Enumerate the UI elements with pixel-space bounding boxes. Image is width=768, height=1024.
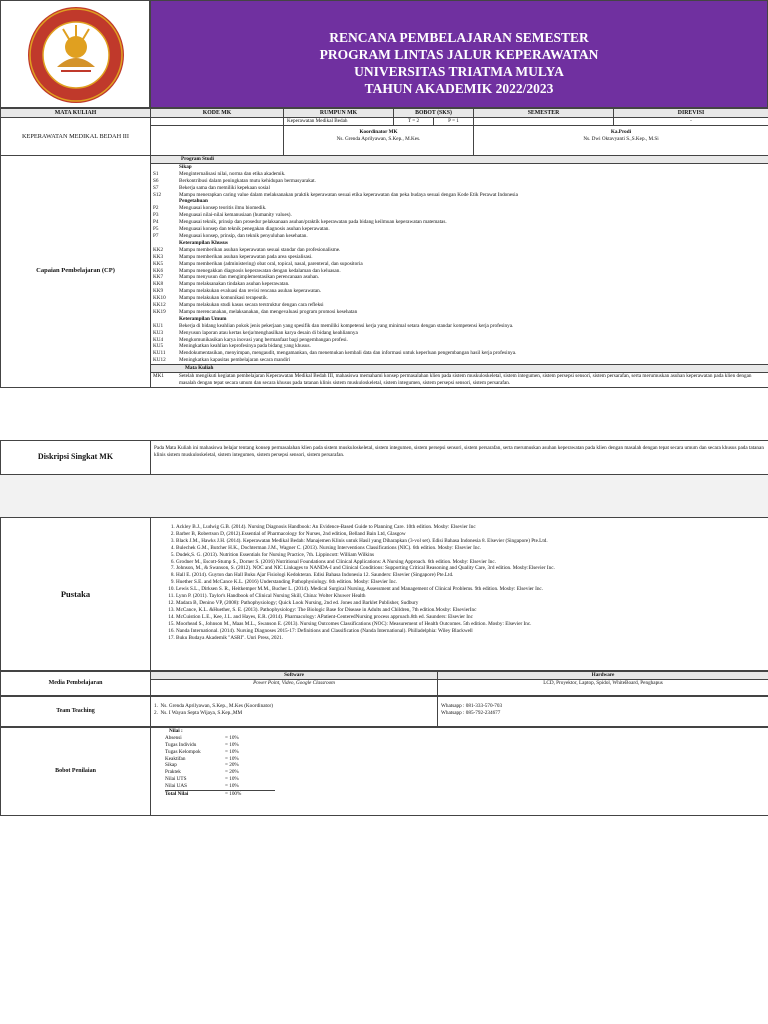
cp-item-text: Mampu melakukan komunikasi terapeutik. <box>179 295 269 302</box>
pustaka-item: 17. Buku Budaya Akademik "ASRI". Unri Press, 2021. <box>176 635 765 642</box>
koordinator-label: Koordinator MK <box>359 129 398 135</box>
cp-section-title: Keterampilan Umum <box>179 315 227 322</box>
university-logo <box>1 1 151 109</box>
pustaka-item: 6. Grodner M., Escott-Stump S., Dorner S. (2016) Nutritional Foundations and Clinical Applications: A Nursing Approach. 6th edition. Mosby: Elsevier Inc. <box>176 559 765 566</box>
cp-item-text: Menginternalisasi nilai, norma dan etika akademik. <box>179 170 286 177</box>
bobot-row <box>165 749 275 756</box>
cp-item-text: Mampu memberikan asuhan keperawatan pada area spesialisasi. <box>179 253 313 260</box>
pustaka-item: 7. Johnson, M., & Swanson, S. (2012). NOC and NIC Linkages to NANDA-I and Clinical Conditions: Supporting Critical Reasoning and Quality Care, 3rd edition. Mosby:Elsevier Inc. <box>176 565 765 572</box>
cp-item-row <box>151 323 768 330</box>
pustaka-item: 16. Nanda International. (2014). Nursing Diagnoses 2015-17: Definitions and Classification (Nanda International). Philladelphia: Wiley Blackwell <box>176 628 765 635</box>
cp-item-text: Meningkatkan keahlian keprofesinya pada bidang yang khusus. <box>179 343 311 350</box>
team-phone-1: Whatsapp : 081-333-570-703 <box>441 702 503 709</box>
cp-item-text: Menguasai konsep dan teknik penegakan diagnosis asuhan keperawatan. <box>179 226 330 233</box>
cp-item-row <box>151 185 768 192</box>
koordinator-name: Ns. Grenda Aprilyawan, S.Kep., M.Kes. <box>336 135 421 142</box>
bobot-percentage: = 10% <box>225 734 239 741</box>
cp-item-row <box>151 357 768 364</box>
cp-item-row <box>151 281 768 288</box>
cp-section-title: Pengetahuan <box>179 198 208 205</box>
hdr-semester: SEMESTER <box>474 109 614 118</box>
cp-item-code: P5 <box>153 226 159 233</box>
deskripsi-table <box>0 440 768 475</box>
cp-item-code: P2 <box>153 205 159 212</box>
pustaka-item: 11. Lynn P. (2011). Taylor's Handbook of Clinical Nursing Skill, China: Wolter Khuwer Health <box>176 593 765 600</box>
bobot-row <box>165 742 275 749</box>
rps-page-1 <box>0 0 768 475</box>
bobot-table <box>0 727 768 816</box>
blank-cell <box>151 126 284 156</box>
pustaka-item: 12. Madara B, Denino VP, (2008): Pathophysiology; Quick Look Nursing, 2nd ed. Jones and Barklet Publisher, Sudbury <box>176 600 765 607</box>
cp-section-spacer <box>151 316 177 323</box>
header-line-1: RENCANA PEMBELAJARAN SEMESTER <box>329 30 589 45</box>
cp-section-spacer <box>151 240 177 247</box>
bobot-row <box>165 735 275 742</box>
team-member-1: 1. Ns. Grenda Aprilyawan, S.Kep., M.Kes (Koordinator) <box>154 702 274 709</box>
bobot-title: Nilai : <box>169 727 183 734</box>
team-member-2: 2. Ns. I Wayan Septa Wijaya, S.Kep.,MM <box>154 709 243 716</box>
hdr-rumpun-mk: RUMPUN MK <box>284 109 394 118</box>
bobot-label: Bobot Penilaian <box>1 727 151 815</box>
bobot-t: T = 2 <box>394 118 434 126</box>
bobot-percentage: = 20% <box>225 769 239 776</box>
bobot-p: P = 1 <box>434 118 474 126</box>
cp-item-text: Mampu melakukan evaluasi dan revisi rencana asuhan keperawatan. <box>179 288 322 295</box>
cp-item-text: Bekerja sama dan memiliki kepekaan sosial <box>179 184 270 191</box>
program-studi-label: Program Studi <box>151 156 768 164</box>
cp-item-row <box>151 268 768 275</box>
cp-item-code: KK19 <box>153 308 166 315</box>
cp-item-code: S6 <box>153 177 159 184</box>
bobot-component: Tugas Kelompok <box>165 748 201 755</box>
software-label: Software <box>151 672 438 680</box>
cp-item-text: Meningkatkan kapasitas pembelajaran secara mandiri <box>179 357 291 364</box>
pustaka-table <box>0 517 768 671</box>
cp-item-text: Mampu memberikan (administering) obat oral, topical, nasal, parenteral, dan supositoria <box>179 260 363 267</box>
kaprodi-name: Ns. Dwi Oktavyanti S.,S.Kep., M.Si <box>583 135 659 142</box>
bobot-component: Nilai UTS <box>165 776 187 783</box>
hdr-mata-kuliah: MATA KULIAH <box>1 109 151 118</box>
hardware-label: Hardware <box>438 672 768 680</box>
cp-item-text: Mampu melaksanakan tindakan asuhan keperawatan. <box>179 281 290 288</box>
header-line-3: UNIVERSITAS TRIATMA MULYA <box>354 64 564 79</box>
cp-item-text: Mampu memberikan asuhan keperawatan sesuai standar dan profesionalisme. <box>179 246 341 253</box>
hdr-direvisi: DIREVISI <box>614 109 768 118</box>
bobot-component: Tugas Individu <box>165 741 197 748</box>
page-gap <box>0 475 768 517</box>
cp-item-row <box>151 288 768 295</box>
cp-section-title-row <box>151 164 768 171</box>
bobot-component: Absensi <box>165 734 182 741</box>
rumpun-value: Keperawatan Medikal Bedah <box>284 118 394 126</box>
cp-item-row <box>151 261 768 268</box>
pustaka-label: Pustaka <box>1 518 151 671</box>
cp-item-text: Mendokumentasikan, menyimpan, mengaudit, mengamankan, dan menemukan kembali data dan informasi untuk keperluan pengembangan hasil kerja profesinya. <box>179 350 517 357</box>
kode-mk-value <box>151 118 284 126</box>
bobot-percentage: = 10% <box>225 783 239 790</box>
mk1-code: MK1 <box>153 373 164 380</box>
bobot-percentage: = 20% <box>225 762 239 769</box>
bobot-row <box>165 783 275 790</box>
hdr-kode-mk: KODE MK <box>151 109 284 118</box>
cp-section-title-row <box>151 316 768 323</box>
pustaka-item: 15. Moorhead S., Johnson M., Maas M.L., Swanson E. (2013). Nursing Outcomes Classifications (NOC): Measurement of Health Outcomes. 5th edition. Mosby: Elsevier Inc. <box>176 621 765 628</box>
cp-item-row <box>151 302 768 309</box>
bobot-row <box>165 769 275 776</box>
cp-item-row <box>151 247 768 254</box>
cp-item-text: Mampu menyusun dan mengimplementasikan perencanaan asuhan. <box>179 274 320 281</box>
cp-section-title-row <box>151 240 768 247</box>
pustaka-item: 14. McCuistion L.E., Kee, J.L. and Hayes, E.R. (2014). Pharmacology: APatient-CenteredNursing process approach.8th ed. Saunders: Elsevier Inc <box>176 614 765 621</box>
pustaka-item: 1. Ackley B.J., Ludwig G.B. (2014). Nursing Diagnosis Handbook: An Evidence-Based Guide to Planning Care. 10th edition. Mosby: Elsevier Inc <box>176 524 765 531</box>
team-phone-2: Whatsapp : 085-792-234677 <box>441 709 501 716</box>
cp-item-row <box>151 212 768 219</box>
logo-cell <box>0 0 150 108</box>
cp-item-row <box>151 171 768 178</box>
media-label: Media Pembelajaran <box>1 672 151 696</box>
deskripsi-label: Diskripsi Singkat MK <box>1 441 151 475</box>
header-banner <box>150 0 768 108</box>
pustaka-item: 10. Lewis S.L., Dirksen S. R., Heitkemper M.M., Bucher L. (2014). Medical Surgical Nursing, Assessment and Management of Clinical Problems. 9th edition. Mosby: Elsevier Inc. <box>176 586 765 593</box>
rps-page-2 <box>0 517 768 837</box>
cp-section-title: Sikap <box>179 163 192 170</box>
cp-item-row <box>151 178 768 185</box>
cp-section-title: Keterampilan Khusus <box>179 239 228 246</box>
cp-item-code: KU3 <box>153 329 164 336</box>
cp-item-text: Mampu melakukan studi kasus secara terstruktur dengan cara refleksi <box>179 302 324 309</box>
cp-item-text: Mengkomunikasikan karya inovasi yang bermanfaat bagi pengembangan profesi. <box>179 336 348 343</box>
cp-item-code: KK7 <box>153 274 164 281</box>
bobot-component: Praktek <box>165 769 181 776</box>
cp-label: Capaian Pembelajaran (CP) <box>1 156 151 388</box>
bobot-percentage: = 10% <box>225 748 239 755</box>
bobot-row <box>165 756 275 763</box>
media-table <box>0 671 768 696</box>
cp-item-row <box>151 226 768 233</box>
cp-item-row <box>151 309 768 316</box>
cp-item-code: P3 <box>153 212 159 219</box>
cp-item-text: Mampu menerapkan caring value dalam melaksanakan praktik keperawatan sesuai etika keperawatan dan peka budaya sesuai dengan Kode Etik Perawat Indonesia <box>179 191 518 198</box>
cp-item-code: S12 <box>153 191 162 198</box>
cp-item-text: Menguasai konsep teoritis ilmu biomedik. <box>179 205 267 212</box>
pustaka-item: 13. McCance, K.L. &Huether, S. E. (2013). Pathophysiology: The Biologic Base for Disease in Adults and Children, 7th edition.Mosby: ElsevierInc <box>176 607 765 614</box>
mk1-text: Setelah mengikuti kegiatan pembelajaran Keperawatan Medikal Bedah III, mahasiswa memahami konsep permasalahan klien pada sistem muskuloskeletal, sistem integumen, sistem persepsi sensori, sistem persarafan, serta merumuskan asuhan keperawatan pada klien dengan masalah dengan tepat secara umum dan secara khusus pada tatanan klinis sistem muskuloskeletal, sistem integumen, sistem persepsi sensori, sistem persarafan. <box>179 373 752 386</box>
semester-value <box>474 118 614 126</box>
team-table <box>0 696 768 727</box>
pustaka-item: 5. Dudek,S. G. (2013). Nutrition Essentials for Nursing Practice, 7th. Lippincott: William Wilkins <box>176 552 765 559</box>
course-name: KEPERAWATAN MEDIKAL BEDAH III <box>1 118 151 156</box>
header-line-2: PROGRAM LINTAS JALUR KEPERAWATAN <box>319 47 599 62</box>
direvisi-value: - <box>614 118 768 126</box>
bobot-percentage: = 10% <box>225 776 239 783</box>
bobot-component: Sikap <box>165 762 177 769</box>
cp-item-code: S1 <box>153 170 159 177</box>
pustaka-item: 9. Huether S.E. and McCance K.L. (2016) Understanding Pathophysiology. 6th edition. Mosby: Elsevier Inc. <box>176 579 765 586</box>
mk-list <box>151 373 768 387</box>
cp-item-code: KK2 <box>153 246 164 253</box>
pustaka-list <box>154 524 765 641</box>
cp-item-row <box>151 192 768 199</box>
cp-item-code: KU4 <box>153 336 164 343</box>
bobot-component: Nilai UAS <box>165 783 188 790</box>
cp-item-row <box>151 233 768 240</box>
software-value: Power Point, Video, Google Classroom <box>151 679 438 695</box>
deskripsi-text: Pada Mata Kuliah ini mahasiswa belajar tentang konsep permasalahan klien pada sistem muskuloskeletal, sistem integumen, sistem persepsi sensori, sistem persarafan, serta merumuskan asuhan keperawatan pada klien dengan masalah dengan tepat secara umum dan secara khusus pada tatanan klinis sistem muskuloskeletal, sistem integumen, sistem persepsi sensori, sistem persarafan. <box>151 441 768 475</box>
total-label: Total Nilai <box>165 791 225 798</box>
team-label: Team Teaching <box>1 696 151 726</box>
bobot-list <box>165 735 275 798</box>
cp-item-text: Menguasai konsep, prinsip, dan teknik penyuluhan kesehatan. <box>179 232 308 239</box>
cp-item-row <box>151 254 768 261</box>
cp-section-title-row <box>151 198 768 205</box>
cp-section-spacer <box>151 198 177 205</box>
mata-kuliah-label: Mata Kuliah <box>151 365 768 373</box>
cp-item-code: KK3 <box>153 253 164 260</box>
cp-item-code: KK6 <box>153 267 164 274</box>
hardware-value: LCD, Proyektor, Laptop, Spidol, WhiteBoard, Penghapus <box>438 679 768 695</box>
cp-item-row <box>151 350 768 357</box>
cp-item-code: KU12 <box>153 357 166 364</box>
cp-section-spacer <box>151 164 177 171</box>
cp-item-text: Menguasai teknik, prinsip dan prosedur pelaksanaan asuhan/praktik keperawatan pada bidang keilmuan keperawatan matematas. <box>179 219 447 226</box>
cp-item-row <box>151 330 768 337</box>
bobot-percentage: = 10% <box>225 741 239 748</box>
kaprodi-label: Ka.Prodi <box>610 129 632 135</box>
cp-item-code: KK10 <box>153 295 166 302</box>
cp-item-code: P4 <box>153 219 159 226</box>
cp-item-code: KU11 <box>153 350 166 357</box>
pustaka-item: 4. Bulechek G.M., Butcher H.K., Dochterman J.M., Wagner C. (2013). Nursing Interventions Classifications (NIC). 6th edition. Mosby: Elsevier Inc. <box>176 545 765 552</box>
pustaka-item: 3. Black J.M., Hawks J.H. (2014). Keperawatan Medikal Bedah: Manajemen Klinis untuk Hasil yang Diharapkan (3-vol set). Edisi Bahasa Indonesia 8. Elsevier (Singapore) Pte.Ltd. <box>176 538 765 545</box>
cp-item-code: KK9 <box>153 288 164 295</box>
bobot-row <box>165 762 275 769</box>
cp-item-code: S7 <box>153 184 159 191</box>
cp-item-row <box>151 219 768 226</box>
cp-item-text: Berkontribusi dalam peningkatan mutu kehidupan bermasyarakat. <box>179 177 316 184</box>
cp-table <box>0 155 768 388</box>
cp-item-code: KK8 <box>153 281 164 288</box>
cp-item-text: Bekerja di bidang keahlian pokok jenis pekerjaan yang spesifik dan memiliki kompetensi kerja yang minimal setara dengan standar kompetensi kerja profesinya. <box>179 322 514 329</box>
cp-item-code: KU5 <box>153 343 164 350</box>
course-info-table <box>0 117 768 156</box>
pustaka-item: 8. Hall E. (2014). Guyton dan Hall Buku Ajar Fisiologi Kedokteran. Edisi Bahasa Indonesia 12. Saunders: Elsevier (Singapore) Pte.Ltd. <box>176 572 765 579</box>
cp-item-row <box>151 295 768 302</box>
cp-item-row <box>151 274 768 281</box>
bobot-component: Keaktifan <box>165 755 186 762</box>
cp-item-code: P7 <box>153 232 159 239</box>
cp-item-code: KU1 <box>153 322 164 329</box>
pustaka-item: 2. Barber B, Robertson D, (2012).Essential of Pharmacology for Nurses, 2nd edition, Belland Bain Ltd, Glasgow <box>176 531 765 538</box>
cp-item-code: KK5 <box>153 260 164 267</box>
total-value: = 100% <box>225 791 275 798</box>
header-line-4: TAHUN AKADEMIK 2022/2023 <box>364 81 554 96</box>
cp-item-code: KK12 <box>153 302 166 309</box>
hdr-bobot: BOBOT (SKS) <box>394 109 474 118</box>
bobot-percentage: = 10% <box>225 755 239 762</box>
cp-item-text: Menguasai nilai-nilai kemanusiaan (humanity values). <box>179 212 292 219</box>
bobot-row <box>165 776 275 783</box>
cp-item-text: Mampu merencanakan, melaksanakan, dan mengevaluasi program promosi kesehatan <box>179 308 358 315</box>
page-bottom-blank <box>0 837 768 1024</box>
cp-list <box>151 164 768 364</box>
cp-item-text: Mampu menegakkan diagnosis keperawatan dengan kedalaman dan keluasan. <box>179 267 341 274</box>
cp-item-text: Menyusun laporan atau kertas kerja/menghasilkan karya desain di bidang keahliannya <box>179 329 358 336</box>
